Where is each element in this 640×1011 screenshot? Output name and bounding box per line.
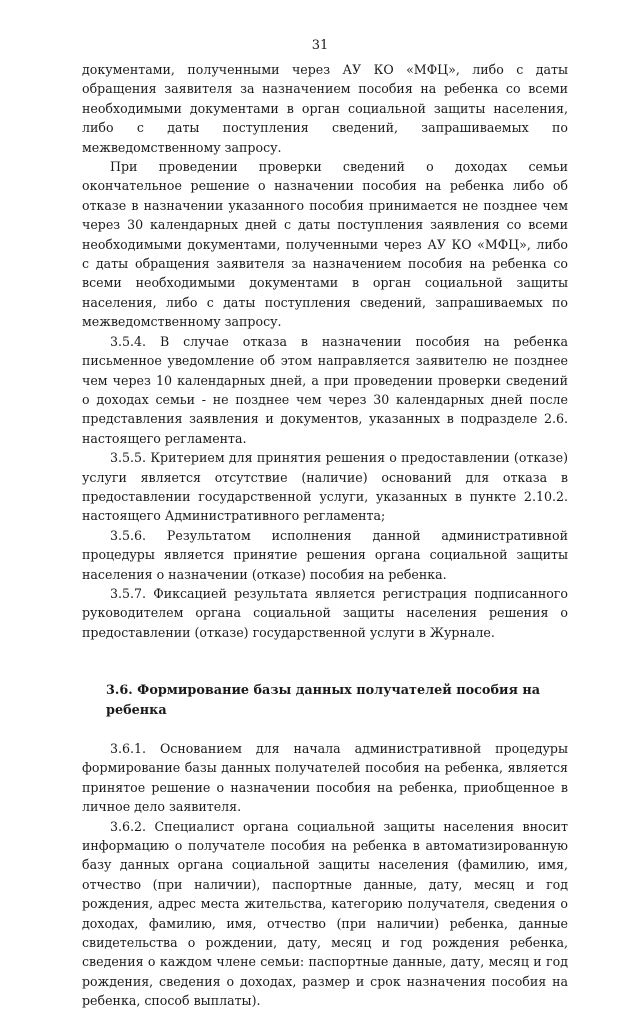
paragraph-3-5-4: 3.5.4. В случае отказа в назначении пособия на ребенка письменное уведомление об этом направляется заявителю не позднее чем через 10 календарных дней, а при проведении проверки сведений о доходах семьи - не позднее чем через 30 календарных дней после представления заявления и документов, указанных в подразделе 2.6. настоящего регламента. bbox=[82, 333, 568, 446]
paragraph-3-5-6: 3.5.6. Результатом исполнения данной административной процедуры является принятие решения органа социальной защиты населения о назначении (отказе) пособия на ребенка. bbox=[82, 527, 568, 582]
paragraph-3-5-7: 3.5.7. Фиксацией результата является регистрация подписанного руководителем органа социальной защиты населения решения о предоставлении (отказе) государственной услуги в Журнале. bbox=[82, 585, 568, 640]
paragraph-income-check: При проведении проверки сведений о доходах семьи окончательное решение о назначении пособия на ребенка либо об отказе в назначении указанного пособия принимается не позднее чем через 30 календарных дней с даты поступления заявления со всеми необходимыми документами, полученными через АУ КО «МФЦ», либо с даты обращения заявителя за назначением пособия на ребенка со всеми необходимыми документами в орган социальной защиты населения, либо с даты поступления сведений, запрашиваемых по межведомственному запросу. bbox=[82, 159, 568, 330]
paragraph-3-6-2: 3.6.2. Специалист органа социальной защиты населения вносит информацию о получателе пособия на ребенка в автоматизированную базу данных органа социальной защиты населения (фамилию, имя, отчество (при наличии), паспортные данные, дату, месяц и год рождения, адрес места жительства, категорию получателя, сведения о доходах, фамилию, имя, отчество (при наличии) ребенка, данные свидетельства о рождении, дату, месяц и год рождения ребенка, сведения о каждом члене семьи: паспортные данные, дату, месяц и год рождения, сведения о доходах, размер и срок назначения пособия на ребенка, способ выплаты). bbox=[82, 818, 568, 1009]
paragraph-3-5-5: 3.5.5. Критерием для принятия решения о предоставлении (отказе) услуги является отсутствие (наличие) оснований для отказа в предоставлении государственной услуги, указанных в пункте 2.10.2. настоящего Административного регламента; bbox=[82, 450, 568, 524]
page-number: 31 bbox=[311, 38, 329, 53]
paragraph-continuation: документами, полученными через АУ КО «МФЦ», либо с даты обращения заявителя за назначением пособия на ребенка со всеми необходимыми документами в орган социальной защиты населения, либо с даты поступления сведений, запрашиваемых по межведомственному запросу. bbox=[82, 62, 568, 155]
paragraph-3-6-1: 3.6.1. Основанием для начала административной процедуры формирование базы данных получателей пособия на ребенка, является принятое решение о назначении пособия на ребенка, приобщенное в личное дело заявителя. bbox=[82, 741, 568, 815]
section-heading-3-6: 3.6. Формирование базы данных получателей пособия на ребенка bbox=[106, 683, 541, 718]
document-body bbox=[82, 60, 568, 1011]
